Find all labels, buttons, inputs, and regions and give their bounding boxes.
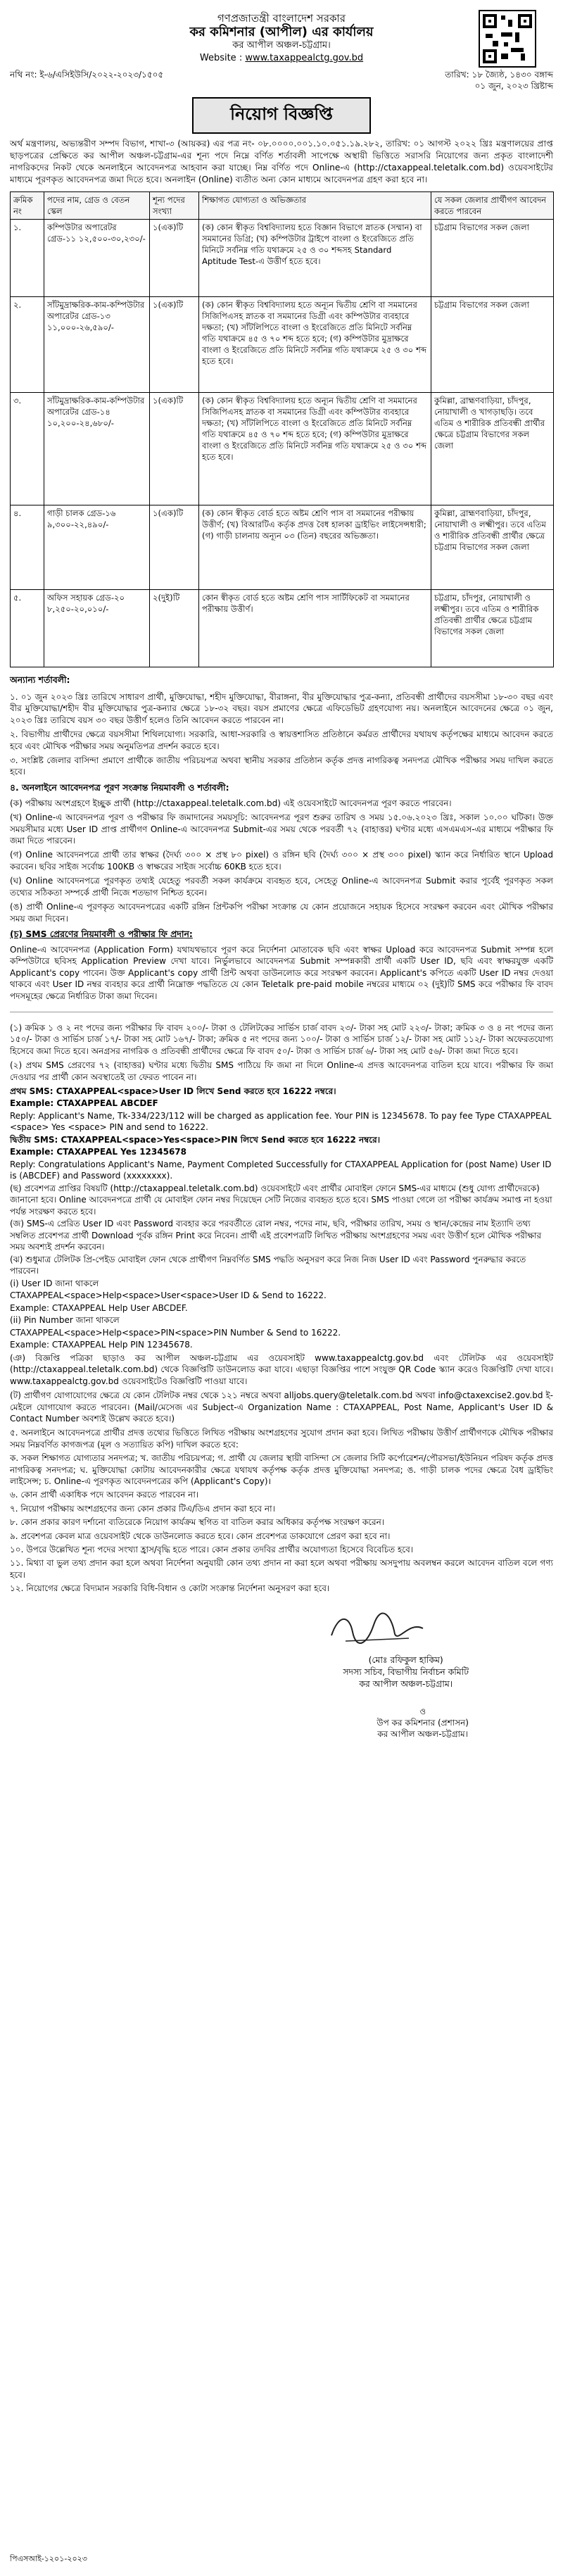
cell-districts: কুমিল্লা, ব্রাহ্মণবাড়িয়া, চাঁদপুর, নোয়াখালী ও খাগড়াছড়ি। তবে এতিম ও শারীরিক প্রতিবন্ধী প্রার্থীর ক্ষেত্রে চট্টগ্রাম বিভাগের সকল জেলা — [431, 393, 554, 505]
website-label: Website : — [199, 53, 246, 63]
office-name: কর কমিশনার (আপীল) এর কার্যালয় — [189, 25, 374, 39]
table-row — [11, 505, 554, 590]
col-districts: যে সকল জেলার প্রার্থীগণ আবেদন করতে পারবেন — [431, 192, 554, 220]
cell-serial: ১. — [11, 220, 44, 297]
condition-item: ৩. সংশ্লিষ্ট জেলার বাসিন্দা প্রমাণে প্রার্থীকে জাতীয় পরিচয়পত্র অথবা স্থানীয় সরকার প্রতিষ্ঠান কর্তৃক প্রদত্ত নাগরিকত্ব সনদপত্র মৌখিক পরীক্ষার সময় দাখিল করতে হবে। — [10, 755, 553, 777]
sms-step: (ছ) প্রবেশপত্র প্রাপ্তির বিষয়টি (http://ctaxappeal.teletalk.com.bd) ওয়েবসাইটে এবং প্রার্থীর মোবাইল ফোনে SMS-এর মাধ্যমে (শুধু যোগ্য প্রার্থীদেরকে) জানানো হবে। Online আবেদনপত্রে প্রার্থী যে মোবাইল ফোন নম্বর দিয়েছেন সেটি নিজের ব্যবহৃত হতে হবে। SMS পাওয়া গেলে তা পরীক্ষা কার্যক্রম সমাপ্ত না হওয়া পর্যন্ত সংরক্ষণ করতে হবে। — [10, 1183, 552, 1217]
sms-step: Reply: Congratulations Applicant's Name, Payment Completed Successfully for CTAXAPPEAL Application for (post Name) User ID is (ABCDEF) and Password (xxxxxxxx). — [10, 1159, 552, 1181]
sms-step: (ii) Pin Number জানা থাকলে — [10, 1315, 120, 1326]
memo-row — [10, 69, 553, 92]
sms-step: Example: CTAXAPPEAL Help PIN 12345678. — [10, 1340, 193, 1350]
online-term: (খ) Online-এ আবেদনপত্র পূরণ ও পরীক্ষার ফি জমাদানের সময়সূচি: আবেদনপত্র পূরণ শুরুর তারিখ ও সময় ১৫.০৬.২০২৩ খ্রিঃ, সকাল ১০.০০ ঘটিকা। উক্ত সময়সীমার মধ্যে User ID প্রাপ্ত প্রার্থীগণ Online-এ আবেদনপত্র Submit-এর সময় থেকে পরবর্তী ৭২ (বাহাত্তর) ঘণ্টার মধ্যে এসএমএস-এর মাধ্যমে পরীক্ষার ফি জমা দিতে পারবেন। — [10, 812, 553, 846]
cell-serial: ২. — [11, 297, 44, 393]
final-term: ৫. অনলাইনে আবেদনপত্রে প্রার্থীর প্রদত্ত তথ্যের ভিত্তিতে লিখিত পরীক্ষায় অংশগ্রহণের সুযোগ প্রদান করা হবে। লিখিত পরীক্ষায় উত্তীর্ণ প্রার্থীগণকে মৌখিক পরীক্ষার সময় নিম্নবর্ণিত কাগজপত্র (মূল ও সত্যায়িত কপি) দাখিল করতে হবে: — [10, 1428, 553, 1450]
final-term: ১০. উপরে উল্লেখিত শূন্য পদের সংখ্যা হ্রাস/বৃদ্ধি হতে পারে। কোন প্রকার তদবির প্রার্থীর অযোগ্যতা হিসেবে বিবেচিত হবে। — [10, 1545, 414, 1555]
cell-qualification: (ক) কোন স্বীকৃত বোর্ড হতে অষ্টম শ্রেণি পাস বা সমমানের পরীক্ষায় উত্তীর্ণ; (খ) বিআরটিএ কর্তৃক প্রদত্ত বৈধ হালকা ড্রাইভিং লাইসেন্সধারী; (গ) গাড়ী চালনায় অন্যূন ০৩ (তিন) বছরের অভিজ্ঞতা। — [199, 505, 431, 590]
cell-districts: চট্টগ্রাম বিভাগের সকল জেলা — [431, 297, 554, 393]
copy-conj: ও — [419, 1706, 426, 1716]
cell-vacancy: ২(দুই)টি — [150, 590, 199, 667]
misc-term: (ট) প্রার্থীগণ যোগাযোগের ক্ষেত্রে যে কোন টেলিটক নম্বর থেকে ১২১ নম্বরে অথবা alljobs.query@teletalk.com.bd অথবা info@ctaxexcise2.gov.bd ই-মেইলে যোগাযোগ করতে পারবেন। (Mail/মেসেজ এর Subject-এ Organization Name : CTAXAPPEAL, Post Name, Applicant's User ID & Contact Number অবশ্যই উল্লেখ করতে হবে।) — [10, 1390, 553, 1424]
table-row — [11, 393, 554, 505]
table-header-row — [11, 192, 554, 220]
condition-item: ১. ০১ জুন ২০২৩ খ্রিঃ তারিখে সাধারণ প্রার্থী, মুক্তিযোদ্ধা, শহীদ মুক্তিযোদ্ধা, বীরাঙ্গনা, বীর মুক্তিযোদ্ধার পুত্র-কন্যা, প্রতিবন্ধী প্রার্থীদের বয়সসীমা ১৮-৩০ বছর এবং বীর মুক্তিযোদ্ধা/শহীদ বীর মুক্তিযোদ্ধার পুত্র-কন্যার ক্ষেত্রে ১৮-৩২ বছর। বয়স প্রমাণের ক্ষেত্রে এফিডেভিট গ্রহণযোগ্য নয়। অনলাইনে আবেদনের ক্ষেত্রে ০১ জুন, ২০২৩ খ্রিঃ তারিখে বয়স ৩০ বছর উত্তীর্ণ হলেও তিনি আবেদন করতে পারবেন না। — [10, 692, 553, 725]
qr-finder-top-left — [483, 14, 497, 28]
cell-vacancy: ১(এক)টি — [150, 505, 199, 590]
cell-post: গাড়ী চালক গ্রেড-১৬ ৯,৩০০-২২,৪৯০/- — [44, 505, 150, 590]
col-vacancy: শূন্য পদের সংখ্যা — [150, 192, 199, 220]
vacancy-table — [10, 191, 554, 667]
cell-serial: ৩. — [11, 393, 44, 505]
cell-qualification: (ক) কোন স্বীকৃত বিশ্ববিদ্যালয় হতে অন্যূন দ্বিতীয় শ্রেণি বা সমমানের সিজিপিএসহ স্নাতক বা সমমানের ডিগ্রী এবং কম্পিউটার ব্যবহারে দক্ষতা; (খ) সাঁটলিপিতে বাংলা ও ইংরেজিতে প্রতি মিনিটে সর্বনিম্ন গতি যথাক্রমে ৪৫ ও ৭০ শব্দ হতে হবে; (গ) কম্পিউটার মুদ্রাক্ষরে বাংলা ও ইংরেজিতে প্রতি মিনিটে সর্বনিম্ন গতি যথাক্রমে ২৫ ও ৩০ শব্দ হতে হবে। — [199, 297, 431, 393]
qr-code — [479, 10, 536, 68]
table-row — [11, 590, 554, 667]
memo-number: নথি নং: ই-৬/এসিইউসি/২০২২-২০২৩/১৫০৫ — [10, 70, 164, 80]
sms-step: (i) User ID জানা থাকলে — [10, 1278, 99, 1288]
cell-post: সাঁটমুদ্রাক্ষরিক-কাম-কম্পিউটার অপারেটর গ্রেড-১৪ ১০,২০০-২৪,৬৮০/- — [44, 393, 150, 505]
online-term: (গ) Online আবেদনপত্রে প্রার্থী তার স্বাক্ষর (দৈর্ঘ্য ৩০০ × প্রস্থ ৮০ pixel) ও রঙ্গিন ছবি (দৈর্ঘ্য ৩০০ × প্রস্থ ৩০০ pixel) স্ক্যান করে নির্ধারিত স্থানে Upload করবেন। ছবির সাইজ সর্বোচ্চ 100KB ও স্বাক্ষরের সাইজ সর্বোচ্চ 60KB হতে হবে। — [10, 850, 553, 872]
govt-name: গণপ্রজাতন্ত্রী বাংলাদেশ সরকার — [217, 12, 346, 25]
cell-districts: কুমিল্লা, ব্রাহ্মণবাড়িয়া, চাঁদপুর, নোয়াখালী ও লক্ষ্মীপুর। তবে এতিম ও শারীরিক প্রতিবন্ধী প্রার্থীর ক্ষেত্রে চট্টগ্রাম বিভাগের সকল জেলা — [431, 505, 554, 590]
handwritten-signature — [324, 1607, 430, 1650]
fee-note: (২) প্রথম SMS প্রেরণের ৭২ (বাহাত্তর) ঘণ্টার মধ্যে দ্বিতীয় SMS পাঠিয়ে ফি জমা না দিলে Online-এ প্রদত্ত আবেদনপত্র বাতিল হয়ে যাবে। পরীক্ষার ফি জমা দেওয়ার পর প্রার্থী কোন অবস্থাতেই তা ফেরত পাবেন না। — [10, 1060, 553, 1082]
sms-title: (চ) SMS প্রেরণের নিয়মাবলী ও পরীক্ষার ফি প্রদান: — [10, 928, 193, 939]
misc-term: (ঞ) বিজ্ঞপ্তি পত্রিকা ছাড়াও কর আপীল অঞ্চল-চট্টগ্রাম এর ওয়েবসাইট www.taxappealctg.gov.bd এবং টেলিটক এর ওয়েবসাইট (http://ctaxappeal.teletalk.com.bd) থেকে বিজ্ঞপ্তিটি ডাউনলোড করা যাবে। এছাড়া বিজ্ঞপ্তির পাশে সংযুক্ত QR Code স্ক্যান করেও বিজ্ঞপ্তিটি দেখা যাবে। www.taxappealctg.gov.bd ওয়েবসাইটেও বিজ্ঞপ্তিটি পাওয়া যাবে। — [10, 1352, 553, 1386]
cell-post: অফিস সহায়ক গ্রেড-২০ ৮,২৫০-২০,০১০/- — [44, 590, 150, 667]
cell-districts: চট্টগ্রাম বিভাগের সকল জেলা — [431, 220, 554, 297]
cell-qualification: কোন স্বীকৃত বোর্ড হতে অষ্টম শ্রেণি পাস সার্টিফিকেট বা সমমানের পরীক্ষায় উত্তীর্ণ। — [199, 590, 431, 667]
col-qualification: শিক্ষাগত যোগ্যতা ও অভিজ্ঞতার — [199, 192, 431, 220]
sms-step: Example: CTAXAPPEAL ABCDEF — [10, 1098, 158, 1109]
sms-step: দ্বিতীয় SMS: CTAXAPPEAL<space>Yes<space>PIN লিখে Send করতে হবে 16222 নম্বরে। — [10, 1134, 380, 1145]
conditions-title: অন্যান্য শর্তাবলী: — [10, 674, 70, 685]
cell-post: সাঁটমুদ্রাক্ষরিক-কাম-কম্পিউটার অপারেটর গ্রেড-১৩ ১১,০০০-২৬,৫৯০/- — [44, 297, 150, 393]
online-term: (ঙ) প্রার্থী Online-এ পূরণকৃত আবেদনপত্রের একটি রঙ্গিন প্রিন্টকপি পরীক্ষা সংক্রান্ত যে কোন প্রয়োজনে সহায়ক হিসেবে সংরক্ষণ করবেন এবং মৌখিক পরীক্ষার সময় জমা দিবেন। — [10, 902, 553, 924]
sms-step: Reply: Applicant's Name, Tk-334/223/112 will be charged as application fee. Your PIN is 12345678. To pay fee Type CTAXAPPEAL <space> Yes <space> PIN and send to 16222. — [10, 1110, 552, 1133]
sms-step: (জ) SMS-এ প্রেরিত User ID এবং Password ব্যবহার করে পরবর্তীতে রোল নম্বর, পদের নাম, ছবি, পরীক্ষার তারিখ, সময় ও স্থান/কেন্দ্রের নাম ইত্যাদি তথ্য সম্বলিত প্রবেশপত্র প্রার্থী Download পূর্বক রঙ্গিন Print করে নিবেন। প্রার্থী এই প্রবেশপত্রটি লিখিত পরীক্ষায় অংশগ্রহণের সময় এবং উত্তীর্ণ হলে মৌখিক পরীক্ষার সময় অবশ্যই প্রদর্শন করবেন। — [10, 1219, 542, 1252]
final-term: ১২. নিয়োগের ক্ষেত্রে বিদ্যমান সরকারি বিধি-বিধান ও কোটা সংক্রান্ত নির্দেশনা অনুসরণ করা হবে। — [10, 1583, 330, 1594]
footer-code: পিএসআই-১২০১-২০২৩ — [10, 2554, 87, 2563]
qr-finder-top-right — [518, 14, 532, 28]
copy-title: উপ কর কমিশনার (প্রশাসন) — [377, 1717, 469, 1728]
copy-office: কর আপীল অঞ্চল-চট্টগ্রাম। — [377, 1728, 468, 1739]
online-term: (ক) পরীক্ষায় অংশগ্রহণে ইচ্ছুক প্রার্থী (http://ctaxappeal.teletalk.com.bd) এই ওয়েবসাইটে আবেদনপত্র পূরণ করতে পারবেন। — [10, 798, 452, 808]
sms-step: CTAXAPPEAL<space>Help<space>PIN<space>PIN Number & Send to 16222. — [10, 1327, 341, 1338]
sms-step: (ঝ) শুধুমাত্র টেলিটক প্রি-পেইড মোবাইল ফোন থেকে প্রার্থীগণ নিম্নবর্ণিত SMS পদ্ধতি অনুসরণ করে নিজ নিজ User ID এবং Password পুনরুদ্ধার করতে পারবেন। — [10, 1254, 526, 1276]
date-english: ০১ জুন, ২০২৩ খ্রিষ্টাব্দ — [474, 81, 553, 91]
fee-text: (১) ক্রমিক ১ ও ২ নং পদের জন্য পরীক্ষার ফি বাবদ ২০০/- টাকা ও টেলিটকের সার্ভিস চার্জ বাবদ ২৩/- টাকা সহ মোট ২২৩/- টাকা; ক্রমিক ৩ ও ৪ নং পদের জন্য ১৫০/- টাকা ও সার্ভিস চার্জ ১৭/- টাকা সহ মোট ১৬৭/- টাকা; ক্রমিক ৫ নং পদের জন্য ১০০/- টাকা ও সার্ভিস চার্জ ১২/- টাকা সহ মোট ১১২/- টাকা অফেরতযোগ্য হিসেবে জমা দিতে হবে। অনগ্রসর নাগরিক ও প্রতিবন্ধী প্রার্থীদের ক্ষেত্রে ফি বাবদ ৫০/- টাকা ও সার্ভিস চার্জ ৬/- টাকা সহ মোট ৫৬/- টাকা জমা দিতে হবে। — [10, 1022, 553, 1056]
final-term: ৯. প্রবেশপত্র কেবল মাত্র ওয়েবসাইট থেকে ডাউনলোড করতে হবে। কোন প্রবেশপত্র ডাকযোগে প্রেরণ করা হবে না। — [10, 1531, 391, 1541]
cell-vacancy: ১(এক)টি — [150, 220, 199, 297]
table-row — [11, 297, 554, 393]
signature-area — [10, 1607, 553, 1748]
signatory-name: (মোঃ রফিকুল হাকিম) — [368, 1654, 443, 1665]
signatory-office: কর আপীল অঞ্চল-চট্টগ্রাম। — [359, 1678, 453, 1689]
final-term: ৭. নিয়োগ পরীক্ষায় অংশগ্রহণের জন্য কোন প্রকার টিএ/ডিএ প্রদান করা হবে না। — [10, 1503, 275, 1514]
online-term: (ঘ) Online আবেদনপত্রে পূরণকৃত তথ্যই যেহেতু পরবর্তী সকল কার্যক্রমে ব্যবহৃত হবে, সেহেতু Online-এ আবেদনপত্র Submit করার পূর্বেই পূরণকৃত সকল তথ্যের সঠিকতা সম্পর্কে প্রার্থী নিজে শতভাগ নিশ্চিত হবেন। — [10, 876, 553, 898]
intro-paragraph: অর্থ মন্ত্রণালয়, অভ্যন্তরীণ সম্পদ বিভাগ, শাখা-৩ (আয়কর) এর পত্র নং- ০৮.০০০০.০০১.১০.০৫১.১৯.২৮২, তারিখ: ০১ আগস্ট ২০২২ খ্রিঃ মন্ত্রণালয়ের প্রাপ্ত ছাড়পত্রের প্রেক্ষিতে কর আপীল অঞ্চল-চট্টগ্রাম-এর শূন্য পদে নিম্নে বর্ণিত শর্তাবলী সাপেক্ষে অস্থায়ী ভিত্তিতে সরাসরি নিয়োগের জন্য প্রকৃত বাংলাদেশী নাগরিকদের নিকট থেকে অনলাইনে আবেদনপত্র আহবান করা যাচ্ছে। নিম্ন বর্ণিত পদে Online-এ (http://ctaxappeal.teletalk.com.bd) ওয়েবসাইটের মাধ্যমে পূরণকৃত আবেদনপত্র জমা দিতে হবে। অনলাইন (Online) ব্যতীত অন্য কোন মাধ্যমে আবেদনপত্র গ্রহণ করা হবে না। — [10, 139, 553, 184]
signatory-title: সদস্য সচিব, বিভাগীয় নির্বাচন কমিটি — [343, 1666, 469, 1677]
office-zone: কর আপীল অঞ্চল-চট্টগ্রাম। — [232, 40, 331, 51]
date-bangla: ১৮ জ্যৈষ্ঠ, ১৪৩০ বঙ্গাব্দ — [472, 70, 553, 80]
qr-finder-bottom-left — [483, 49, 497, 63]
memo-dates — [445, 69, 553, 92]
cell-vacancy: ১(এক)টি — [150, 393, 199, 505]
condition-item: ২. বিভাগীয় প্রার্থীদের ক্ষেত্রে বয়সসীমা শিথিলযোগ্য। সরকারি, আধা-সরকারি ও স্বায়ত্তশাসিত প্রতিষ্ঠানে কর্মরত প্রার্থীদের যথাযথ কর্তৃপক্ষের মাধ্যমে আবেদন করতে হবে এবং মৌখিক পরীক্ষার সময় অনুমতিপত্র প্রদর্শন করতে হবে। — [10, 729, 553, 751]
sms-step: প্রথম SMS: CTAXAPPEAL<space>User ID লিখে Send করতে হবে 16222 নম্বরে। — [10, 1086, 336, 1096]
sms-intro: Online-এ আবেদনপত্র (Application Form) যথাযথভাবে পূরণ করে নির্দেশনা মোতাবেক ছবি এবং স্বাক্ষর Upload করে আবেদনপত্র Submit সম্পন্ন হলে কম্পিউটারে ছবিসহ Application Preview দেখা যাবে। নির্ভুলভাবে আবেদনপত্র Submit সম্পন্নকারী প্রার্থী একটি User ID, ছবি এবং স্বাক্ষরযুক্ত একটি Applicant's copy পাবেন। উক্ত Applicant's copy প্রার্থী প্রিন্ট অথবা ডাউনলোড করে সংরক্ষণ করবেন। Applicant's কপিতে একটি User ID নম্বর দেওয়া থাকবে এবং User ID নম্বর ব্যবহার করে প্রার্থী নিম্নোক্ত পদ্ধতিতে যে কোন Teletalk pre-paid mobile নম্বরের মাধ্যমে ০২ (দুই)টি SMS করে পরীক্ষার ফি বাবদ পদসমূহের ক্ষেত্রে নির্ধারিত টাকা জমা দিবেন। — [10, 944, 553, 1001]
col-serial: ক্রমিক নং — [11, 192, 44, 220]
cell-serial: ৫. — [11, 590, 44, 667]
cell-qualification: (ক) কোন স্বীকৃত বিশ্ববিদ্যালয় হতে অন্যূন দ্বিতীয় শ্রেণি বা সমমানের সিজিপিএসহ স্নাতক বা সমমানের ডিগ্রী এবং কম্পিউটার ব্যবহারে দক্ষতা; (খ) সাঁটলিপিতে বাংলা ও ইংরেজিতে প্রতি মিনিটে সর্বনিম্ন গতি যথাক্রমে ৪৫ ও ৭০ শব্দ হতে হবে; (গ) কম্পিউটার মুদ্রাক্ষরে বাংলা ও ইংরেজিতে প্রতি মিনিটে সর্বনিম্ন গতি যথাক্রমে ২৫ ও ৩০ শব্দ হতে হবে। — [199, 393, 431, 505]
sms-step: Example: CTAXAPPEAL Help User ABCDEF. — [10, 1302, 188, 1313]
signatory-block — [343, 1654, 469, 1690]
col-post: পদের নাম, গ্রেড ও বেতন স্কেল — [44, 192, 150, 220]
final-term: ৬. কোন প্রার্থী একাধিক পদে আবেদন করতে পারবেন না। — [10, 1490, 199, 1500]
date-label: তারিখ: — [445, 70, 469, 80]
copy-signatory-block — [377, 1706, 469, 1740]
website-link[interactable]: www.taxappealctg.gov.bd — [245, 53, 364, 63]
final-term: ক. সকল শিক্ষাগত যোগ্যতার সনদপত্র; খ. জাতীয় পরিচয়পত্র; গ. প্রার্থী যে জেলার স্থায়ী বাসিন্দা সে জেলার সিটি কর্পোরেশন/পৌরসভা/ইউনিয়ন পরিষদ কর্তৃক প্রদত্ত নাগরিকত্ব সনদপত্র; ঘ. মুক্তিযোদ্ধা কোটায় আবেদনকারীর ক্ষেত্রে যথাযথ কর্তৃপক্ষ কর্তৃক প্রদত্ত মুক্তিযোদ্ধা সনদপত্র; ঙ. গাড়ী চালক পদের ক্ষেত্রে বৈধ ড্রাইভিং লাইসেন্স; চ. Online-এ পূরণকৃত আবেদনপত্রের কপি (Applicant's Copy)। — [10, 1453, 553, 1487]
notice-title: নিয়োগ বিজ্ঞপ্তি — [192, 97, 371, 134]
table-row — [11, 220, 554, 297]
online-terms-title: ৪. অনলাইনে আবেদনপত্র পূরণ সংক্রান্ত নিয়মাবলী ও শর্তাবলী: — [10, 781, 229, 793]
final-term: ৮. কোন প্রকার কারণ দর্শানো ব্যতিরেকে নিয়োগ কার্যক্রম স্থগিত বা বাতিল করার অধিকার কর্তৃপক্ষ সংরক্ষণ করেন। — [10, 1517, 385, 1528]
cell-post: কম্পিউটার অপারেটর গ্রেড-১১ ১২,৫০০-৩০,২৩০/- — [44, 220, 150, 297]
sms-step: CTAXAPPEAL<space>Help<space>User<space>User ID & Send to 16222. — [10, 1290, 327, 1301]
cell-qualification: (ক) কোন স্বীকৃত বিশ্ববিদ্যালয় হতে বিজ্ঞান বিভাগে স্নাতক (সম্মান) বা সমমানের ডিগ্রি; (খ) কম্পিউটার ট্রাইপে বাংলা ও ইংরেজিতে প্রতি মিনিটে সর্বনিম্ন গতি যথাক্রমে ২৫ ও ৩০ শব্দসহ Standard Aptitude Test-এ উত্তীর্ণ হতে হবে। — [199, 220, 431, 297]
final-term: ১১. মিথ্যা বা ভুল তথ্য প্রদান করা হলে অথবা নির্দেশনা অনুযায়ী কোন তথ্য প্রদান না করা হলে অথবা পরীক্ষায় অসদুপায় অবলম্বন করলে আবেদন বাতিল বলে গণ্য হবে। — [10, 1558, 553, 1580]
cell-serial: ৪. — [11, 505, 44, 590]
sms-step: Example: CTAXAPPEAL Yes 12345678 — [10, 1147, 186, 1157]
cell-vacancy: ১(এক)টি — [150, 297, 199, 393]
cell-districts: চট্টগ্রাম, চাঁদপুর, নোয়াখালী ও লক্ষ্মীপুর। তবে এতিম ও শারীরিক প্রতিবন্ধী প্রার্থীর ক্ষেত্রে চট্টগ্রাম বিভাগের সকল জেলা — [431, 590, 554, 667]
website-line — [10, 52, 553, 65]
